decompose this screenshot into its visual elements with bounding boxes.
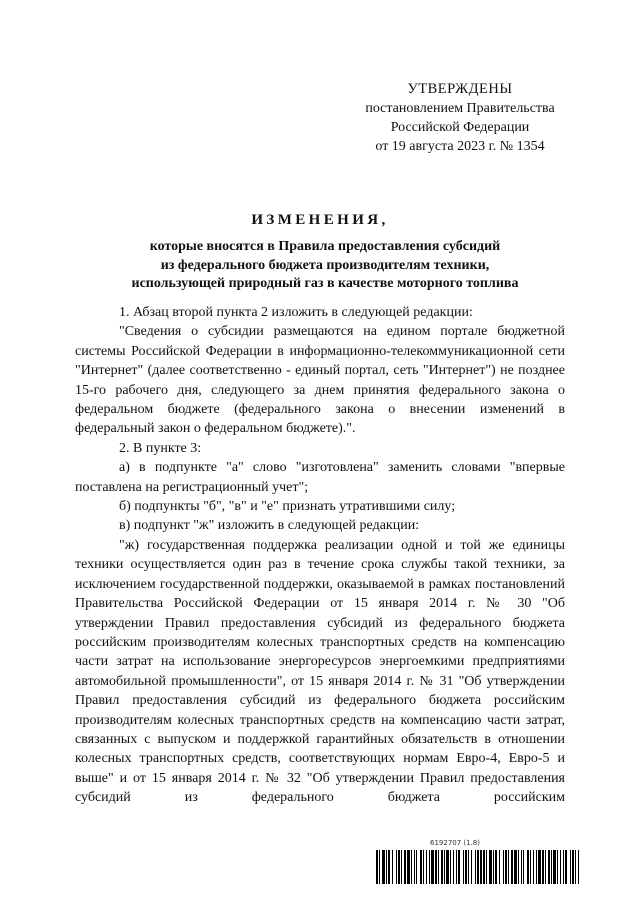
barcode-bar: [579, 850, 582, 884]
paragraph-7: "ж) государственная поддержка реализации одной и той же единицы техники осуществляется один раз в течение срока службы такой техники, за исключением государственной поддержки, оказываемой в рамках постановлений Правительства Российской Федерации от 15 января 2014 г. № 30 "Об утверждении Правил предоставления субсидий из федерального бюджета российским производителям колесных транспортных средств на компенсацию части затрат на использование энергоресурсов энергоемкими предприятиями автомобильной промышленности", от 15 января 2014 г. № 31 "Об утверждении Правил предоставления субсидий из федерального бюджета российским производителям колесных транспортных средств на компенсацию части затрат, связанных с выпуском и поддержкой гарантийных обязательств в отношении колесных транспортных средств, соответствующих нормам Евро-4, Евро-5 и выше" и от 15 января 2014 г. № 32 "Об утверждении Правил предоставления субсидий из федерального бюджета российским: [75, 537, 565, 806]
subtitle-line-1: которые вносятся в Правила предоставления субсидий: [149, 239, 501, 254]
document-body: [75, 303, 565, 808]
barcode-number: 6192707 (1.8): [430, 839, 480, 847]
document-title: ИЗМЕНЕНИЯ,: [251, 212, 389, 228]
paragraph-5: б) подпункты "б", "в" и "е" признать утратившими силу;: [119, 499, 456, 515]
approval-line-2: Российской Федерации: [390, 120, 530, 135]
paragraph-1: 1. Абзац второй пункта 2 изложить в следующей редакции:: [119, 305, 473, 320]
paragraph-2: "Сведения о субсидии размещаются на едином портале бюджетной системы Российской Федерации в информационно-телекоммуникационной сети "Интернет" (далее соответственно - единый портал, сеть "Интернет") не позднее 15-го рабочего дня, следующего за днем принятия федерального закона о федеральном бюджете (федерального закона о внесении изменений в федеральный закон о федеральном бюджете).".: [75, 324, 565, 437]
approval-stamp: [340, 80, 580, 156]
subtitle-line-2: из федерального бюджета производителям техники,: [160, 257, 490, 273]
paragraph-4: а) в подпункте "а" слово "изготовлена" заменить словами "впервые поставлена на регистрационный учет";: [75, 460, 565, 495]
subtitle-line-3: использующей природный газ в качестве моторного топлива: [131, 276, 519, 291]
approval-line-3: от 19 августа 2023 г. № 1354: [375, 139, 545, 154]
paragraph-6: в) подпункт "ж" изложить в следующей редакции:: [119, 518, 420, 534]
barcode: [376, 850, 586, 884]
paragraph-3: 2. В пункте 3:: [119, 440, 202, 456]
document-subtitle: [80, 238, 570, 294]
approval-heading: УТВЕРЖДЕНЫ: [407, 81, 513, 97]
approval-line-1: постановлением Правительства: [365, 101, 555, 116]
